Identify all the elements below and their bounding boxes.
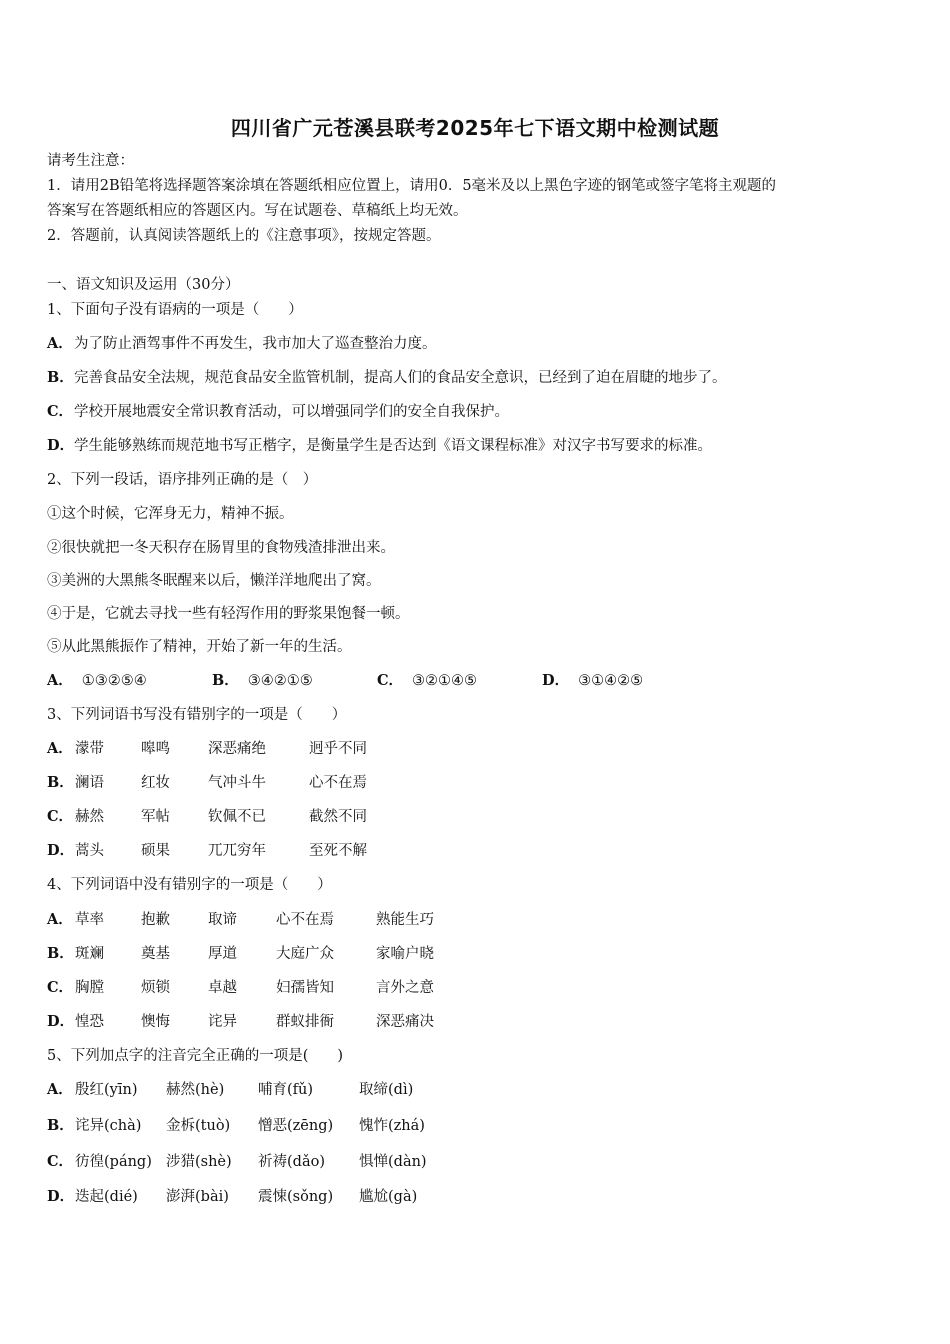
notice-item-1: 1．请用2B铅笔将选择题答案涂填在答题纸相应位置上，请用0．5毫米及以上黑色字迹的钢笔或签字笔将主观题的 [47,178,777,194]
option-word: 熟能生巧 [376,912,434,928]
question-3-stem: 3、下列词语书写没有错别字的一项是（ ） [47,707,347,723]
option-word: 取缔(dì) [359,1082,414,1098]
option-label: B． [47,1117,74,1134]
notice-heading: 请考生注意： [47,153,134,169]
option-word: 尴尬(gà) [359,1189,418,1205]
question-1-stem: 1、下面句子没有语病的一项是（ ） [47,302,303,318]
notice-item-2: 2．答题前，认真阅读答题纸上的《注意事项》，按规定答题。 [47,228,441,244]
option-word: 嗥鸣 [141,741,170,757]
q1-option-c [47,402,509,422]
option-label: A． [47,335,73,352]
option-label: A． [47,740,73,757]
option-text: ①③②⑤④ [81,673,147,689]
option-word: 截然不同 [309,809,367,825]
option-word: 厚道 [208,946,237,962]
section-heading: 一、语文知识及运用（30分） [47,277,240,293]
option-text: 学校开展地震安全常识教育活动，可以增强同学们的安全自我保护。 [74,404,509,420]
option-label: B． [47,369,74,386]
option-word: 硕果 [141,843,170,859]
option-label: A． [47,1081,73,1098]
option-label: D． [47,437,75,454]
option-word: 澎湃(bài) [166,1189,229,1205]
option-label: C． [377,672,404,689]
q2-sentence-4: ④于是，它就去寻找一些有轻泻作用的野浆果饱餐一顿。 [47,606,410,622]
option-word: 蒿头 [75,843,104,859]
q2-option-b [212,671,313,691]
option-label: B． [212,672,239,689]
option-word: 殷红(yīn) [75,1082,138,1098]
option-word: 红妆 [141,775,170,791]
option-word: 深恶痛绝 [208,741,266,757]
option-word: 抱歉 [141,912,170,928]
option-label: A． [47,911,73,928]
q1-option-b [47,368,727,388]
option-word: 兀兀穷年 [208,843,266,859]
option-text: 学生能够熟练而规范地书写正楷字，是衡量学生是否达到《语文课程标准》对汉字书写要求的标准。 [74,438,712,454]
q2-option-a [47,671,147,691]
option-word: 取谛 [208,912,237,928]
option-word: 祈祷(dǎo) [258,1154,325,1170]
option-word: 澜语 [75,775,104,791]
option-word: 心不在焉 [276,912,334,928]
option-word: 诧异 [208,1014,237,1030]
option-word: 军帖 [141,809,170,825]
option-label: C． [47,1153,74,1170]
option-label: A． [47,672,73,689]
option-word: 迭起(dié) [75,1189,138,1205]
page-title: 四川省广元苍溪县联考2025年七下语文期中检测试题 [230,116,720,140]
option-word: 言外之意 [376,980,434,996]
option-word: 诧异(chà) [75,1118,142,1134]
option-word: 卓越 [208,980,237,996]
option-text: ③①④②⑤ [578,673,644,689]
option-label: D． [47,1188,75,1205]
option-word: 胸膛 [75,980,104,996]
option-word: 斑斓 [75,946,104,962]
option-label: C． [47,403,74,420]
option-word: 群蚁排衙 [276,1014,334,1030]
option-word: 惧惮(dàn) [359,1154,427,1170]
option-word: 愧怍(zhá) [359,1118,425,1134]
option-word: 深恶痛决 [376,1014,434,1030]
option-word: 家喻户晓 [376,946,434,962]
option-word: 迥乎不同 [309,741,367,757]
option-word: 心不在焉 [309,775,367,791]
option-label: C． [47,979,74,996]
option-word: 震悚(sǒng) [258,1189,334,1205]
option-word: 草率 [75,912,104,928]
option-word: 气冲斗牛 [208,775,266,791]
option-word: 濛带 [75,741,104,757]
option-text: ③②①④⑤ [412,673,478,689]
option-word: 惶恐 [75,1014,104,1030]
option-word: 奠基 [141,946,170,962]
option-word: 憎恶(zēng) [258,1118,334,1134]
option-label: B． [47,945,74,962]
option-label: D． [542,672,570,689]
option-word: 涉猎(shè) [166,1154,232,1170]
q2-sentence-5: ⑤从此黑熊振作了精神，开始了新一年的生活。 [47,639,352,655]
option-label: C． [47,808,74,825]
q2-option-c [377,671,477,691]
option-word: 钦佩不已 [208,809,266,825]
option-label: D． [47,1013,75,1030]
option-word: 彷徨(páng) [75,1154,152,1170]
option-word: 哺育(fǔ) [258,1082,314,1098]
option-word: 赫然 [75,809,104,825]
option-text: 为了防止酒驾事件不再发生，我市加大了巡查整治力度。 [74,336,437,352]
q2-sentence-1: ①这个时候，它浑身无力，精神不振。 [47,506,294,522]
option-word: 烦锁 [141,980,170,996]
q2-option-d [542,671,643,691]
option-word: 懊悔 [141,1014,170,1030]
option-word: 至死不解 [309,843,367,859]
question-4-stem: 4、下列词语中没有错别字的一项是（ ） [47,877,332,893]
notice-item-1-cont: 答案写在答题纸相应的答题区内。写在试题卷、草稿纸上均无效。 [47,203,468,219]
option-word: 金柝(tuò) [166,1118,231,1134]
option-label: D． [47,842,75,859]
option-label: B． [47,774,74,791]
option-word: 赫然(hè) [166,1082,225,1098]
option-text: 完善食品安全法规，规范食品安全监管机制，提高人们的食品安全意识，已经到了迫在眉睫的地步了。 [74,370,727,386]
option-text: ③④②①⑤ [247,673,313,689]
q1-option-d [47,436,712,456]
q1-option-a [47,334,437,354]
q2-sentence-2: ②很快就把一冬天积存在肠胃里的食物残渣排泄出来。 [47,540,395,556]
option-word: 妇孺皆知 [276,980,334,996]
question-2-stem: 2、下列一段话，语序排列正确的是（ ） [47,472,318,488]
option-word: 大庭广众 [276,946,334,962]
q2-sentence-3: ③美洲的大黑熊冬眠醒来以后，懒洋洋地爬出了窝。 [47,573,381,589]
question-5-stem: 5、下列加点字的注音完全正确的一项是( ) [47,1048,344,1064]
